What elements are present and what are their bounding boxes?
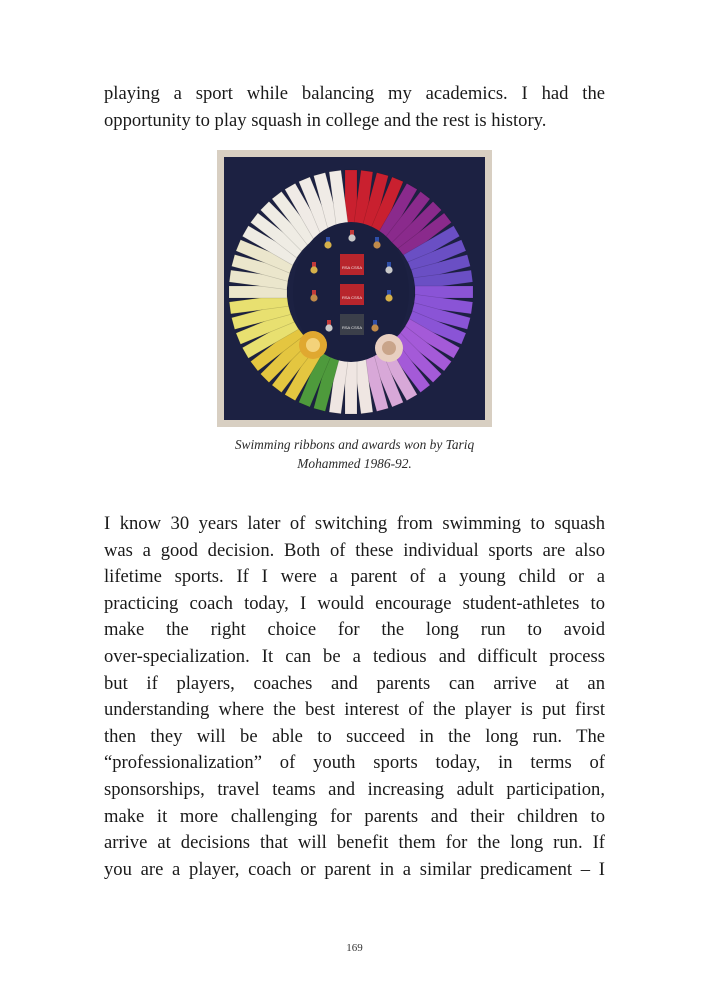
text-line: arrive at decisions that will benefit them for the long run. If [104,832,605,854]
ribbons-photo [217,150,492,427]
text-line: but if players, coaches and parents can arrive at an [104,672,605,694]
medal [373,241,380,248]
text-line: was a good decision. Both of these individual sports are also [104,539,605,561]
page-number: 169 [346,942,363,954]
caption-line: Swimming ribbons and awards won by Tariq [234,437,475,452]
rosette-yellow [299,331,327,359]
text-line: opportunity to play squash in college and the rest is history. [104,109,547,131]
rosette-white [375,334,403,362]
medal [310,266,317,273]
text-line: make it more challenging for parents and their children to [104,805,605,827]
patch-group [340,254,364,335]
medal [324,241,331,248]
text-line: then they will be able to succeed in the long run. The [104,725,605,747]
caption-line: Mohammed 1986-92. [297,456,412,471]
text-line: you are a player, coach or parent in a similar predicament – I [104,858,605,880]
rosette-center [382,341,396,355]
medal [325,324,332,331]
text-line: sponsorships, travel teams and increasing adult participation, [104,778,605,800]
text-line: make the right choice for the long run to avoid [104,619,605,641]
medal [371,324,378,331]
text-line: over-specialization. It can be a tedious and difficult process [104,645,605,667]
patch-label: RSA CSSA [341,265,363,270]
patch-label: RSA CSSA [341,295,363,300]
medal [385,294,392,301]
text-line: lifetime sports. If I were a parent of a young child or a [104,566,605,588]
text-line: practicing coach today, I would encourage student-athletes to [104,592,605,614]
medal [385,266,392,273]
text-line: I know 30 years later of switching from swimming to squash [104,513,605,534]
figure-caption [190,435,519,473]
main-paragraph [104,511,605,883]
medal [348,234,355,241]
top-paragraph [104,81,605,134]
ribbons-photo-image [217,150,492,427]
rosette-center [306,338,320,352]
text-line: “professionalization” of youth sports today, in terms of [104,752,605,774]
medal [310,294,317,301]
patch-label: RSA CSSA [341,325,363,330]
text-line: understanding where the best interest of the player is put first [104,699,605,721]
text-line: playing a sport while balancing my academics. I had the [104,83,605,104]
